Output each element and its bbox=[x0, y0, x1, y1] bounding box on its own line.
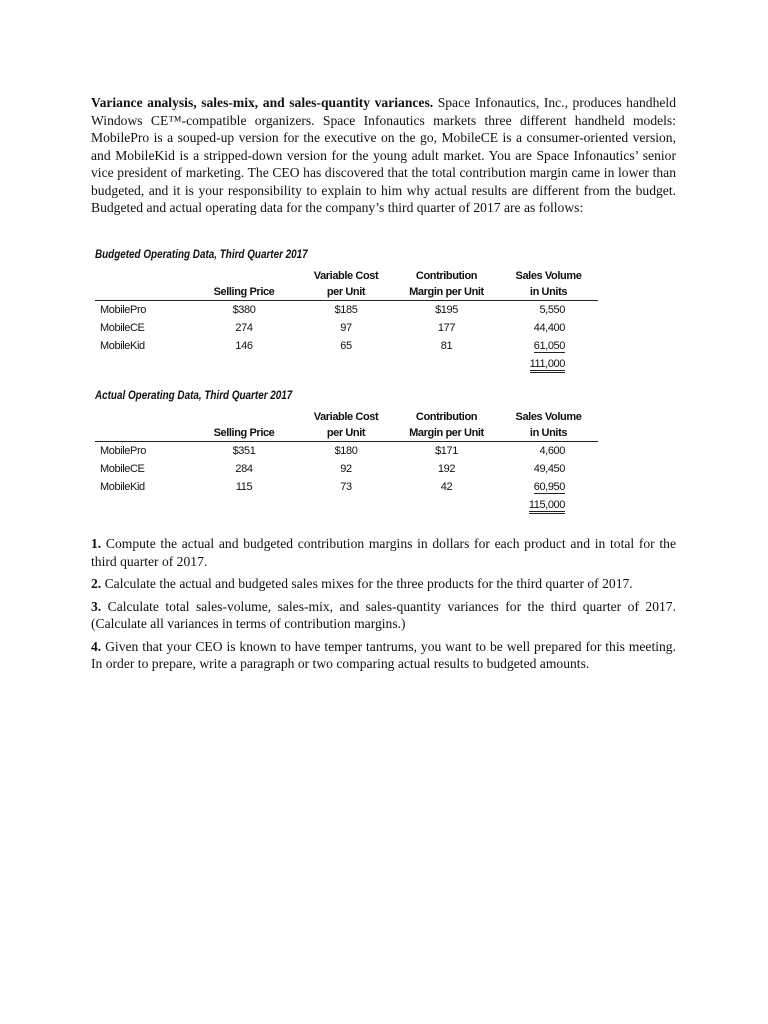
selling-price: 274 bbox=[235, 322, 253, 334]
header-variable-cost-1: Variable Cost bbox=[313, 270, 379, 282]
contribution-margin: $195 bbox=[435, 304, 458, 316]
variable-cost: 65 bbox=[340, 340, 352, 352]
variable-cost: 73 bbox=[340, 481, 352, 493]
variable-cost: 92 bbox=[340, 463, 352, 475]
total-sales-volume: 111,000 bbox=[530, 358, 565, 373]
header-volume-1: Sales Volume bbox=[515, 411, 582, 423]
table-row bbox=[95, 460, 598, 478]
total-row bbox=[95, 355, 598, 373]
contribution-margin: 192 bbox=[437, 463, 456, 475]
contribution-margin: 177 bbox=[437, 322, 456, 334]
header-contribution-2: Margin per Unit bbox=[394, 284, 499, 301]
header-volume-2: in Units bbox=[499, 425, 598, 442]
actual-table-title: Actual Operating Data, Third Quarter 2017 bbox=[95, 390, 293, 402]
header-contribution-1: Contribution bbox=[415, 270, 478, 282]
sales-volume: 60,950 bbox=[533, 481, 565, 493]
variable-cost: $180 bbox=[334, 445, 358, 457]
product-name: MobilePro bbox=[100, 445, 146, 457]
budgeted-table bbox=[95, 268, 598, 373]
table-row bbox=[95, 337, 598, 355]
intro-heading: Variance analysis, sales-mix, and sales-quantity variances. bbox=[91, 95, 434, 110]
budgeted-table-title: Budgeted Operating Data, Third Quarter 2017 bbox=[95, 249, 308, 261]
selling-price: $351 bbox=[232, 445, 256, 457]
product-name: MobileKid bbox=[100, 481, 145, 493]
product-name: MobileCE bbox=[100, 322, 145, 334]
header-selling-price: Selling Price bbox=[190, 284, 298, 301]
question-3: 3. Calculate total sales-volume, sales-mix, and sales-quantity variances for the third quarter of 2017. (Calculate all variances in terms of contribution margins.) bbox=[91, 598, 676, 631]
questions-list bbox=[91, 535, 676, 678]
table-row bbox=[95, 301, 598, 320]
header-contribution-2: Margin per Unit bbox=[394, 425, 499, 442]
question-4: 4. Given that your CEO is known to have temper tantrums, you want to be well prepared for this meeting. In order to prepare, write a paragraph or two comparing actual results to budgeted amounts. bbox=[91, 638, 676, 671]
sales-volume: 5,550 bbox=[539, 304, 565, 316]
sales-volume: 61,050 bbox=[533, 340, 565, 352]
intro-paragraph bbox=[91, 94, 676, 217]
header-variable-cost-1: Variable Cost bbox=[313, 411, 379, 423]
product-name: MobilePro bbox=[100, 304, 146, 316]
contribution-margin: 81 bbox=[440, 340, 453, 352]
table-row bbox=[95, 478, 598, 496]
product-name: MobileKid bbox=[100, 340, 145, 352]
selling-price: 146 bbox=[235, 340, 253, 352]
product-name: MobileCE bbox=[100, 463, 145, 475]
table-row bbox=[95, 442, 598, 461]
header-volume-1: Sales Volume bbox=[515, 270, 582, 282]
selling-price: $380 bbox=[232, 304, 256, 316]
total-sales-volume: 115,000 bbox=[529, 499, 565, 514]
selling-price: 284 bbox=[235, 463, 253, 475]
table-row bbox=[95, 319, 598, 337]
question-2: 2. Calculate the actual and budgeted sales mixes for the three products for the third quarter of 2017. bbox=[91, 576, 633, 591]
total-row bbox=[95, 496, 598, 514]
variable-cost: $185 bbox=[334, 304, 358, 316]
header-selling-price: Selling Price bbox=[190, 425, 298, 442]
header-volume-2: in Units bbox=[499, 284, 598, 301]
selling-price: 115 bbox=[235, 481, 253, 493]
question-1: 1. Compute the actual and budgeted contribution margins in dollars for each product and in total for the third quarter of 2017. bbox=[91, 536, 676, 569]
header-variable-cost-2: per Unit bbox=[298, 425, 394, 442]
sales-volume: 44,400 bbox=[533, 322, 565, 334]
variable-cost: 97 bbox=[340, 322, 352, 334]
intro-body: Space Infonautics, Inc., produces handheld Windows CE™-compatible organizers. Space Infonautics markets three different handheld models: MobilePro is a souped-up version for the executive on the go, MobileCE is a consumer-oriented version, and MobileKid is a stripped-down version for the young adult market. You are Space Infonautics’ senior vice president of marketing. The CEO has discovered that the total contribution margin came in lower than budgeted, and it is your responsibility to explain to him why actual results are different from the budget. Budgeted and actual operating data for the company’s third quarter of 2017 are as follows: bbox=[91, 95, 676, 215]
header-contribution-1: Contribution bbox=[415, 411, 478, 423]
sales-volume: 4,600 bbox=[539, 445, 565, 457]
contribution-margin: 42 bbox=[440, 481, 453, 493]
contribution-margin: $171 bbox=[435, 445, 458, 457]
sales-volume: 49,450 bbox=[533, 463, 565, 475]
actual-table bbox=[95, 409, 598, 514]
header-variable-cost-2: per Unit bbox=[298, 284, 394, 301]
